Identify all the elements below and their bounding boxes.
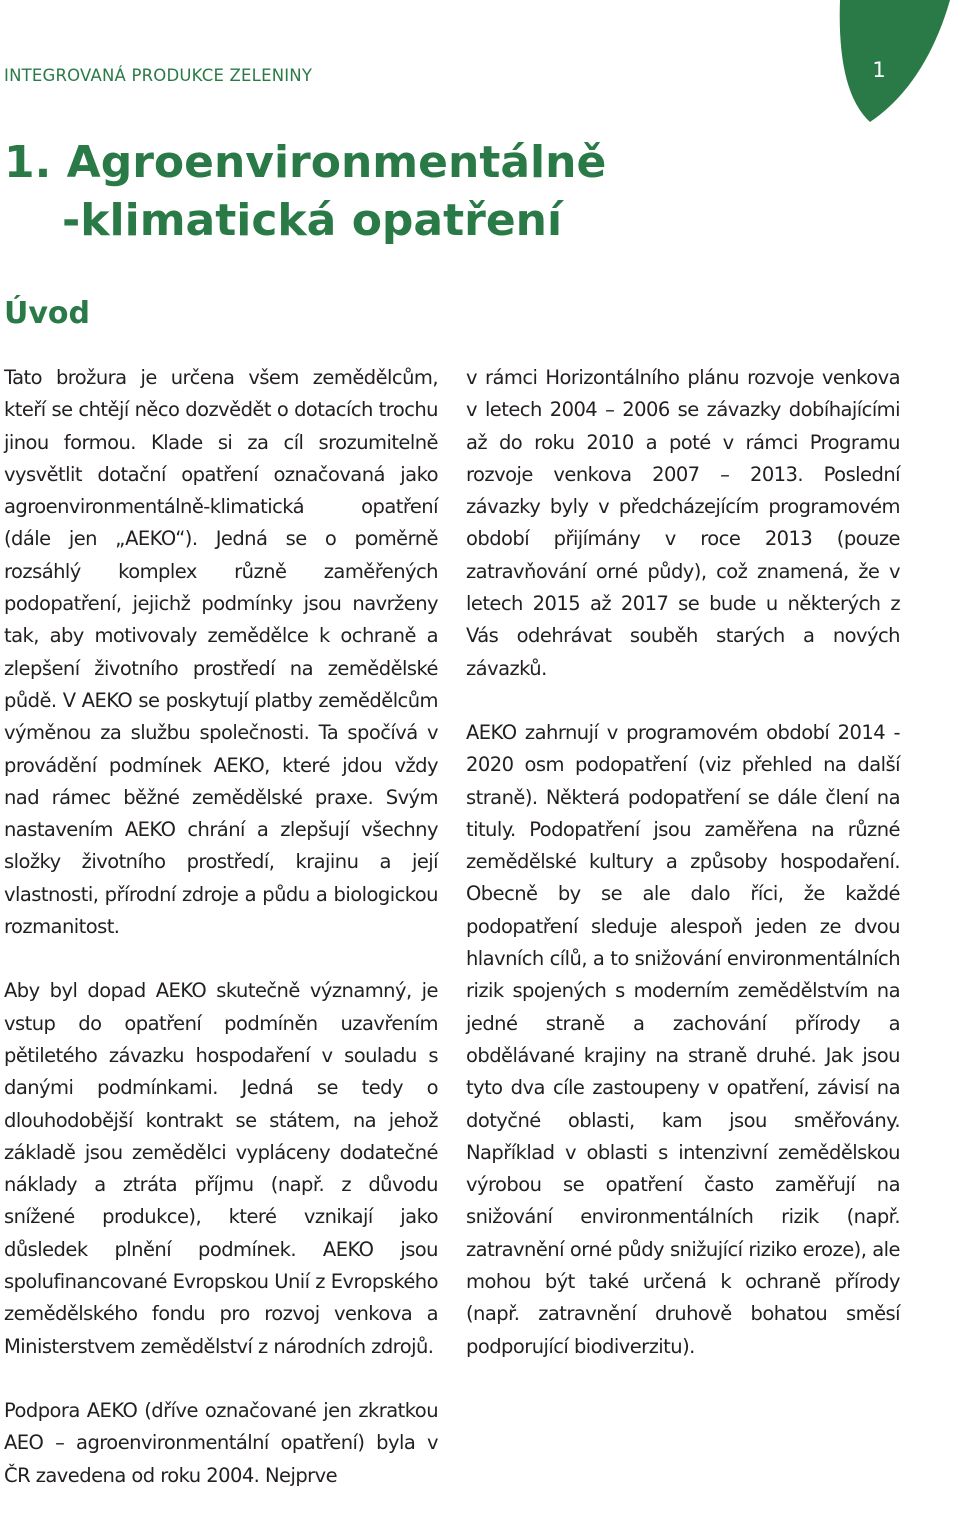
section-heading: Úvod	[4, 296, 91, 331]
chapter-title	[4, 134, 606, 250]
paragraph: Tato brožura je určena všem zemědělcům, kteří se chtějí něco dozvědět o dotacích trochu jinou formou. Klade si za cíl srozumitelně vysvětlit dotační opatření označovaná jako agroenvironmentálně-klimatická opatření (dále jen „AEKO“). Jedná se o poměrně rozsáhlý komplex různě zaměřených podopatření, jejichž podmínky jsou navrženy tak, aby motivovaly zemědělce k ochraně a zlepšení životního prostředí na zemědělské půdě. V AEKO se poskytují platby zemědělcům výměnou za službu společnosti. Ta spočívá v provádění podmínek AEKO, které jdou vždy nad rámec běžné zemědělské praxe. Svým nastavením AEKO chrání a zlepšují všechny složky životního prostředí, krajinu a její vlastnosti, přírodní zdroje a půdu a biologickou rozmanitost.	[4, 366, 438, 939]
chapter-title-line-2: -klimatická opatření	[62, 195, 563, 246]
paragraph: Aby byl dopad AEKO skutečně významný, je vstup do opatření podmíněn uzavřením pětiletého závazku hospodaření v souladu s danými podmínkami. Jedná se tedy o dlouhodobější kontrakt se státem, na jehož základě jsou zemědělci vypláceny dodatečné náklady a ztráta příjmu (např. z důvodu snížené produkce), které vznikají jako důsledek plnění podmínek. AEKO jsou spolufinancované Evropskou Unií z Evropského zemědělského fondu pro rozvoj venkova a Ministerstvem zemědělství z národních zdrojů.	[4, 979, 438, 1358]
chapter-tab	[836, 0, 954, 122]
paragraph: AEKO zahrnují v programovém období 2014 - 2020 osm podopatření (viz přehled na další straně). Některá podopatření se dále člení na tituly. Podopatření jsou zaměřena na různé zemědělské kultury a způsoby hospodaření. Obecně by se ale dalo říci, že každé podopatření sleduje alespoň jeden ze dvou hlavních cílů, a to snižování environmentálních rizik spojených s moderním zemědělstvím na jedné straně a zachování přírody a obdělávané krajiny na straně druhé. Jak jsou tyto dva cíle zastoupeny v opatření, závisí na dotyčné oblasti, kam jsou směřovány. Například v oblasti s intenzivní zemědělskou výrobou se opatření často zaměřují na snižování environmentálních rizik (např. zatravnění orné půdy snižující riziko eroze), ale mohou být také určená k ochraně přírody (např. zatravnění druhově bohatou směsí podporující biodiverzitu).	[466, 720, 900, 1358]
text-column-left	[4, 362, 438, 1524]
text-column-right	[466, 362, 900, 1395]
paragraph: Podpora AEKO (dříve označované jen zkratkou AEO – agroenvironmentální opatření) byla v ČR zavedena od roku 2004. Nejprve	[4, 1398, 438, 1487]
chapter-title-line-1: 1. Agroenvironmentálně	[4, 137, 607, 188]
chapter-number: 1	[872, 58, 886, 82]
paragraph: v rámci Horizontálního plánu rozvoje venkova v letech 2004 – 2006 se závazky dobíhajícími až do roku 2010 a poté v rámci Programu rozvoje venkova 2007 – 2013. Poslední závazky byly v předcházejícím programovém období přijímány v roce 2013 (pouze zatravňování orné půdy), což znamená, že v letech 2015 až 2017 se bude u některých z Vás odehrávat souběh starých a nových závazků.	[466, 366, 900, 680]
running-header: INTEGROVANÁ PRODUKCE ZELENINY	[4, 66, 313, 85]
